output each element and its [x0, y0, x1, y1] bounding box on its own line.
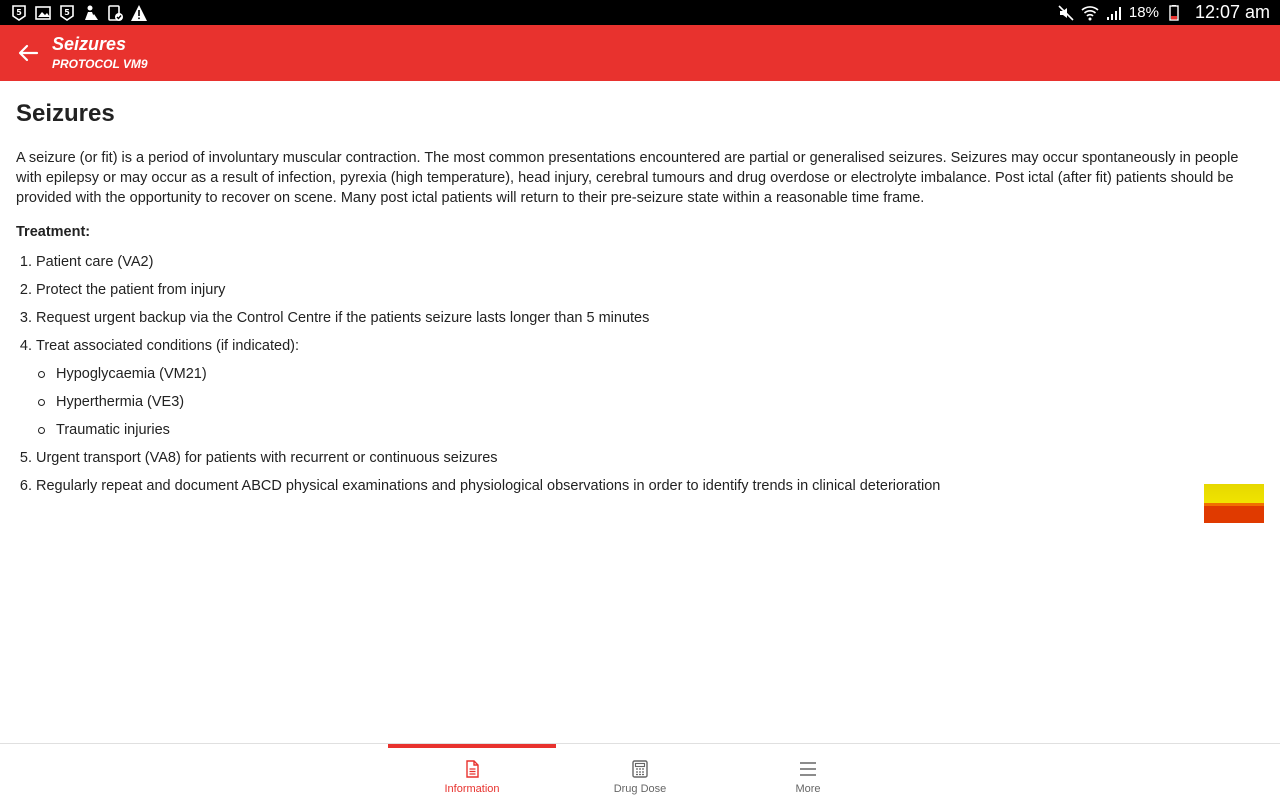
clock: 12:07 am [1194, 2, 1270, 22]
list-item [16, 448, 1266, 476]
protocol-content [16, 100, 1266, 504]
warning-icon [130, 4, 148, 22]
step-text: Urgent transport (VA8) for patients with recurrent or continuous seizures [36, 450, 498, 466]
battery-percent: 18% [1128, 4, 1159, 21]
color-band-yellow [1204, 484, 1264, 503]
s-badge-icon [10, 4, 28, 22]
sub-list-item [16, 420, 1266, 448]
list-item [16, 252, 1266, 280]
step-text: Treat associated conditions (if indicated): [36, 338, 300, 354]
treatment-label: Treatment: [16, 224, 91, 240]
step-number: 4. [19, 338, 32, 354]
tab-label: Drug Dose [613, 782, 667, 795]
treatment-steps [16, 252, 1266, 504]
tab-drug-dose[interactable] [556, 744, 724, 800]
list-item [16, 308, 1266, 336]
svg-text:5: 5 [64, 7, 70, 17]
svg-text:5: 5 [16, 7, 22, 17]
app-bar [0, 25, 1280, 81]
sub-item-text: Hypoglycaemia (VM21) [56, 366, 207, 382]
intro-paragraph: A seizure (or fit) is a period of involuntary muscular contraction. The most common presentations encountered are partial or generalised seizures. Seizures may occur spontaneously in people with epilepsy or may occur as a result of infection, pyrexia (high temperature), head injury, cerebral tumours and drug overdose or electrolyte imbalance. Post ictal (after fit) patients should be provided with the opportunity to recover on scene. Many post ictal patients will return to their pre-seizure state within a reasonable time frame. [16, 150, 1239, 206]
sub-list-item [16, 364, 1266, 392]
list-item [16, 336, 1266, 364]
step-text: Regularly repeat and document ABCD physical examinations and physiological observations in order to identify trends in clinical deterioration [36, 478, 941, 494]
mute-icon [1057, 4, 1075, 22]
menu-icon [798, 759, 818, 779]
battery-icon [1165, 4, 1183, 22]
wifi-icon [1081, 4, 1099, 22]
step-text: Protect the patient from injury [36, 282, 226, 298]
s-badge-icon [58, 4, 76, 22]
step-number: 6. [19, 478, 32, 494]
image-icon [34, 4, 52, 22]
app-bar-title: Seizures [52, 34, 127, 54]
bullet-icon [38, 371, 45, 378]
sub-item-text: Hyperthermia (VE3) [56, 394, 185, 410]
bullet-icon [38, 399, 45, 406]
color-scale-widget[interactable] [1204, 484, 1264, 523]
signal-icon [1105, 4, 1123, 22]
app-bar-titles [52, 34, 148, 72]
step-number: 5. [19, 450, 32, 466]
tab-more[interactable] [724, 744, 892, 800]
step-number: 1. [19, 254, 32, 270]
calculator-icon [630, 759, 650, 779]
document-icon [462, 759, 482, 779]
step-text: Request urgent backup via the Control Centre if the patients seizure lasts longer than 5 minutes [36, 310, 650, 326]
bullet-icon [38, 427, 45, 434]
list-item [16, 476, 1266, 504]
page-title: Seizures [16, 100, 115, 127]
status-bar [0, 0, 1280, 25]
back-button[interactable] [0, 25, 56, 81]
device-check-icon [106, 4, 124, 22]
status-system [1057, 2, 1270, 23]
bottom-navigation [0, 743, 1280, 800]
app-bar-subtitle: PROTOCOL VM9 [52, 57, 148, 71]
tab-information[interactable] [388, 744, 556, 800]
step-number: 3. [19, 310, 32, 326]
person-alert-icon [82, 4, 100, 22]
sub-list-item [16, 392, 1266, 420]
tab-label: Information [444, 782, 500, 795]
arrow-left-icon [17, 42, 39, 64]
sub-item-text: Traumatic injuries [56, 422, 170, 438]
step-number: 2. [19, 282, 32, 298]
step-text: Patient care (VA2) [36, 254, 154, 270]
tab-label: More [795, 782, 821, 795]
status-notifications [10, 4, 148, 22]
color-band-red [1204, 506, 1264, 523]
list-item [16, 280, 1266, 308]
